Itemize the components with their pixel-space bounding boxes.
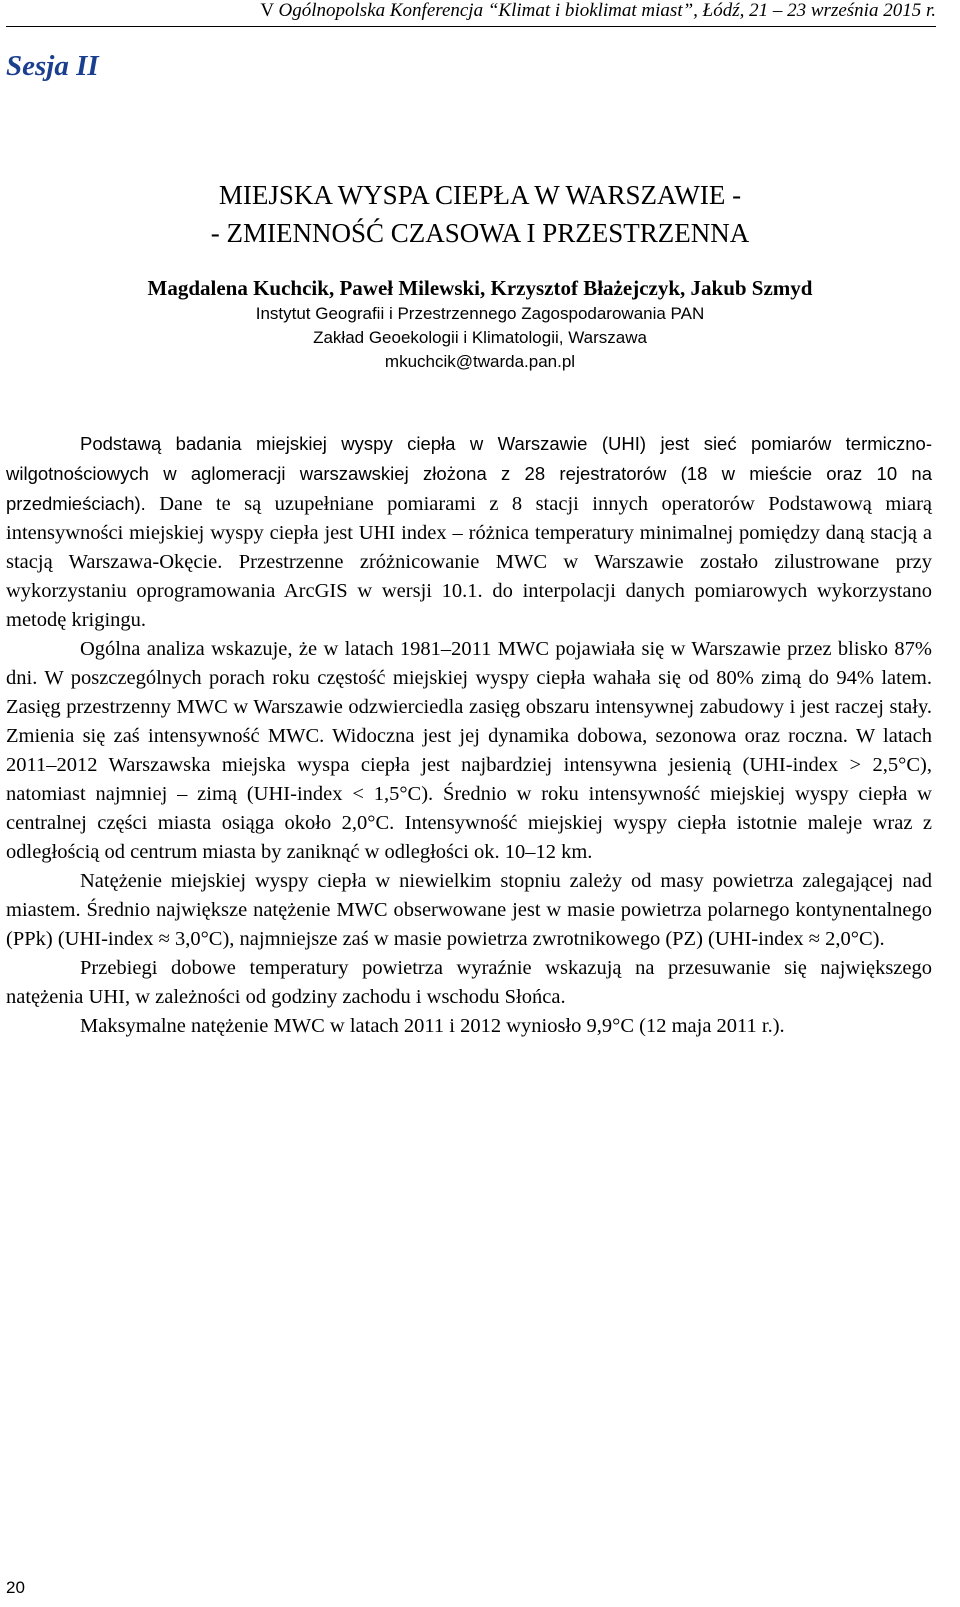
abstract-paragraph-2: Ogólna analiza wskazuje, że w latach 1981–2011 MWC pojawiała się w Warszawie przez blisko 87% dni. W poszczególnych porach roku częstość miejskiej wyspy ciepła wahała się od 80% zimą do 94% latem. Zasięg przestrzenny MWC w Warszawie odzwierciedla zasięg obszaru intensywnej zabudowy i jest raczej stały. Zmienia się zaś intensywność MWC. Widoczna jest jej dynamika dobowa, sezonowa oraz roczna. W latach 2011–2012 Warszawska miejska wyspa ciepła jest najbardziej intensywna jesienią (UHI-index > 2,5°C), natomiast najmniej – zimą (UHI-index < 1,5°C). Średnio w roku intensywność miejskiej wyspy ciepła w centralnej części miasta osiąga około 2,0°C. Intensywność miejskiej wyspy ciepła istotnie maleje wraz z odległością od centrum miasta by zaniknąć w odległości ok. 10–12 km.	[6, 638, 932, 863]
running-header-conference: Ogólnopolska Konferencja “Klimat i bioklimat miast”, Łódź, 21 – 23 września 2015 r.	[278, 0, 936, 21]
abstract-paragraph-3: Natężenie miejskiej wyspy ciepła w niewielkim stopniu zależy od masy powietrza zalegającej nad miastem. Średnio największe natężenie MWC obserwowane jest w masie powietrza polarnego kontynentalnego (PPk) (UHI-index ≈ 3,0°C), najmniejsze zaś w masie powietrza zwrotnikowego (PZ) (UHI-index ≈ 2,0°C).	[6, 870, 932, 950]
affiliation-institute: Instytut Geografii i Przestrzennego Zagospodarowania PAN	[255, 304, 705, 323]
running-header-prefix: V	[260, 0, 279, 21]
page-number: 20	[6, 1578, 25, 1597]
header-rule	[6, 26, 936, 27]
abstract-body	[6, 429, 932, 1041]
title-line-1: MIEJSKA WYSPA CIEPŁA W WARSZAWIE -	[218, 180, 742, 210]
abstract-paragraph-1-sans: Podstawą badania miejskiej wyspy ciepła w Warszawie (UHI) jest sieć pomiarów termiczno-wilgotnościowych w aglomeracji warszawskiej złożona z 28 rejestratorów (18 w mieście oraz 10 na przedmieściach).	[6, 433, 932, 514]
abstract-paragraph-1	[6, 429, 932, 635]
author-email: mkuchcik@twarda.pan.pl	[384, 352, 576, 371]
authors: Magdalena Kuchcik, Paweł Milewski, Krzysztof Błażejczyk, Jakub Szmyd	[147, 276, 813, 300]
session-label: Sesja II	[6, 50, 99, 82]
title-line-2: - ZMIENNOŚĆ CZASOWA I PRZESTRZENNA	[210, 218, 750, 248]
affiliation-department: Zakład Geoekologii i Klimatologii, Warszawa	[313, 328, 647, 347]
abstract-paragraph-1-serif: Dane te są uzupełniane pomiarami z 8 stacji innych operatorów Podstawową miarą intensywności miejskiej wyspy ciepła jest UHI index – różnica temperatury minimalnej pomiędzy daną stacją a stacją Warszawa-Okęcie. Przestrzenne zróżnicowanie MWC w Warszawie zostało zilustrowane przy wykorzystaniu oprogramowania ArcGIS w wersji 10.1. do interpolacji danych pomiarowych wykorzystano metodę krigingu.	[6, 493, 932, 631]
abstract-paragraph-5: Maksymalne natężenie MWC w latach 2011 i 2012 wyniosło 9,9°C (12 maja 2011 r.).	[80, 1015, 785, 1037]
running-header	[260, 0, 936, 22]
abstract-paragraph-4: Przebiegi dobowe temperatury powietrza wyraźnie wskazują na przesuwanie się największego natężenia UHI, w zależności od godziny zachodu i wschodu Słońca.	[6, 957, 932, 1008]
